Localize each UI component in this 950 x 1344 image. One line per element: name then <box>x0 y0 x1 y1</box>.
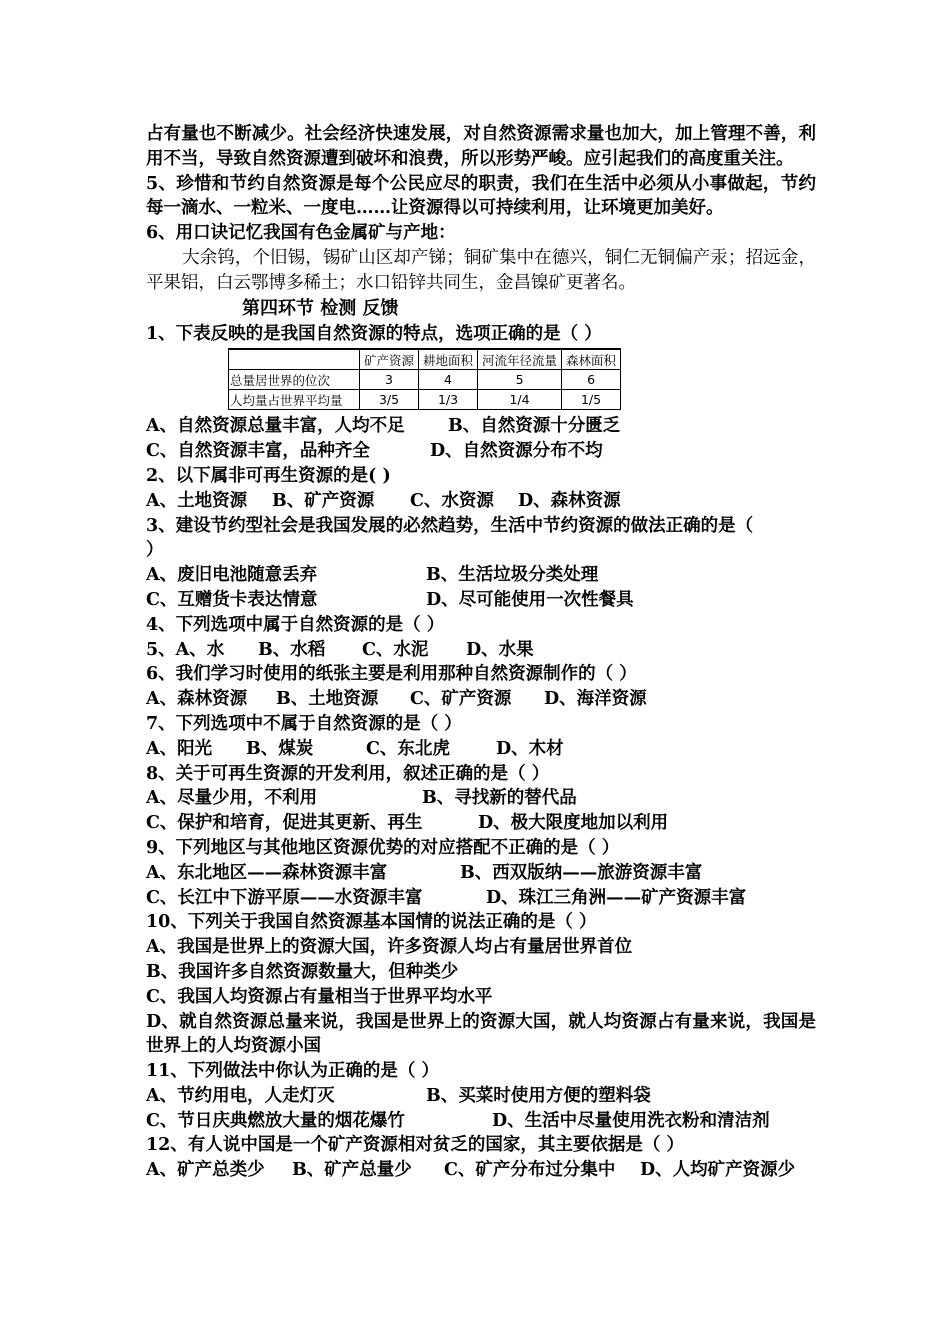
option-d: D、生活中尽量使用洗衣粉和清洁剂 <box>492 1110 770 1131</box>
question-11-options-cd <box>146 1109 816 1134</box>
table-row <box>229 370 621 390</box>
question-1-stem: 1、下表反映的是我国自然资源的特点，选项正确的是（ ） <box>146 323 602 344</box>
table-row <box>229 390 621 410</box>
option-b: B、我国许多自然资源数量大，但种类少 <box>146 961 459 982</box>
table-header-cell: 耕地面积 <box>419 349 478 370</box>
option-a: A、矿产总类少 <box>146 1160 265 1181</box>
option-b: B、寻找新的替代品 <box>422 788 577 809</box>
question-3-options-cd <box>146 588 816 613</box>
question-3-stem-end: ） <box>146 540 164 561</box>
table-cell: 3/5 <box>360 390 419 410</box>
question-8-options-ab <box>146 786 816 811</box>
question-8-options-cd <box>146 811 816 836</box>
option-b: B、矿产资源 <box>272 490 375 511</box>
option-c: C、互赠货卡表达情意 <box>146 589 318 610</box>
option-d: D、珠江三角洲——矿产资源丰富 <box>486 887 747 908</box>
option-d: D、水果 <box>466 639 534 660</box>
question-2-stem: 2、以下属非可再生资源的是( ) <box>146 465 391 486</box>
question-7-stem: 7、下列选项中不属于自然资源的是（ ） <box>146 713 462 734</box>
option-d: D、森林资源 <box>518 490 621 511</box>
option-a: A、尽量少用，不利用 <box>146 788 318 809</box>
option-a: A、东北地区——森林资源丰富 <box>146 862 388 883</box>
option-d: D、海洋资源 <box>544 689 647 710</box>
table-cell: 6 <box>562 370 621 390</box>
document-page <box>146 122 816 1183</box>
question-11-stem: 11、下列做法中你认为正确的是（ ） <box>146 1061 439 1082</box>
table-header-cell: 河流年径流量 <box>478 349 562 370</box>
option-c: C、保护和培育，促进其更新、再生 <box>146 813 423 834</box>
question-6-stem: 6、我们学习时使用的纸张主要是利用那种自然资源制作的（ ） <box>146 664 637 685</box>
question-3-options-ab <box>146 563 816 588</box>
option-b: B、西双版纳——旅游资源丰富 <box>460 862 703 883</box>
question-2-options <box>146 489 816 514</box>
table-header-cell: 森林面积 <box>562 349 621 370</box>
table-header-row <box>229 349 621 370</box>
option-b: B、生活垃圾分类处理 <box>426 565 599 586</box>
option-d: D、就自然资源总量来说，我国是世界上的资源大国，就人均资源占有量来说，我国是世界上的人均资源小国 <box>146 1011 816 1057</box>
question-12-stem: 12、有人说中国是一个矿产资源相对贫乏的国家，其主要依据是（ ） <box>146 1135 684 1156</box>
table-row-label: 人均量占世界平均量 <box>229 390 360 410</box>
intro-point-5: 5、珍惜和节约自然资源是每个公民应尽的职责，我们在生活中必须从小事做起，节约每一滴水、一粒米、一度电……让资源得以可持续利用，让环境更加美好。 <box>146 173 816 219</box>
option-c: C、我国人均资源占有量相当于世界平均水平 <box>146 986 493 1007</box>
table-row-label: 总量居世界的位次 <box>229 370 360 390</box>
option-a: A、节约用电，人走灯灭 <box>146 1085 335 1106</box>
table-header-cell <box>229 349 360 370</box>
mnemonic-text: 大余钨，个旧锡，锡矿山区却产锑；铜矿集中在德兴，铜仁无铜偏产汞；招远金，平果铝，白云鄂博多稀土；水口铅锌共同生，金昌镍矿更著名。 <box>146 247 816 293</box>
question-10-stem: 10、下列关于我国自然资源基本国情的说法正确的是（ ） <box>146 912 597 933</box>
option-a: A、我国是世界上的资源大国，许多资源人均占有量居世界首位 <box>146 937 633 958</box>
question-1-options-ab <box>146 414 816 439</box>
question-1-options-cd <box>146 439 816 464</box>
table-cell: 1/4 <box>478 390 562 410</box>
option-c: C、长江中下游平原——水资源丰富 <box>146 887 423 908</box>
option-b: B、水稻 <box>258 639 326 660</box>
option-b: B、自然资源十分匮乏 <box>448 416 621 437</box>
question-8-stem: 8、关于可再生资源的开发利用，叙述正确的是（ ） <box>146 763 550 784</box>
intro-paragraph: 占有量也不断减少。社会经济快速发展，对自然资源需求量也加大，加上管理不善，利用不当，导致自然资源遭到破坏和浪费，所以形势严峻。应引起我们的高度重关注。 <box>146 124 816 169</box>
option-d: D、木材 <box>496 738 564 759</box>
question-5-options <box>146 638 816 663</box>
section-title: 第四环节 检测 反馈 <box>242 297 399 319</box>
option-c: C、水资源 <box>410 490 494 511</box>
option-a: A、废旧电池随意丢弃 <box>146 565 318 586</box>
option-c: C、矿产资源 <box>410 689 512 710</box>
option-b: B、矿产总量少 <box>292 1160 412 1181</box>
option-c: C、矿产分布过分集中 <box>444 1160 616 1181</box>
question-9-options-ab <box>146 861 816 886</box>
question-6-options <box>146 687 816 712</box>
question-3-stem: 3、建设节约型社会是我国发展的必然趋势，生活中节约资源的做法正确的是（ <box>146 515 754 536</box>
question-9-stem: 9、下列地区与其他地区资源优势的对应搭配不正确的是（ ） <box>146 837 620 858</box>
option-b: B、煤炭 <box>246 738 314 759</box>
table-cell: 4 <box>419 370 478 390</box>
option-a: A、森林资源 <box>146 689 248 710</box>
question-11-options-ab <box>146 1084 816 1109</box>
intro-point-6: 6、用口诀记忆我国有色金属矿与产地： <box>146 223 456 244</box>
option-d: D、人均矿产资源少 <box>640 1160 796 1181</box>
option-b: B、土地资源 <box>276 689 379 710</box>
table-cell: 5 <box>478 370 562 390</box>
option-d: D、自然资源分布不均 <box>430 441 603 462</box>
question-12-options <box>146 1158 816 1183</box>
option-d: D、尽可能使用一次性餐具 <box>426 589 634 610</box>
option-c: C、东北虎 <box>366 738 450 759</box>
question-7-options <box>146 737 816 762</box>
option-c: C、水泥 <box>362 639 429 660</box>
option-c: C、节日庆典燃放大量的烟花爆竹 <box>146 1110 405 1131</box>
option-b: B、买菜时使用方便的塑料袋 <box>426 1085 651 1106</box>
option-a: A、土地资源 <box>146 490 248 511</box>
option-d: D、极大限度地加以利用 <box>478 813 669 834</box>
question-4-stem: 4、下列选项中属于自然资源的是（ ） <box>146 614 445 635</box>
option-c: C、自然资源丰富，品种齐全 <box>146 441 370 462</box>
question-9-options-cd <box>146 886 816 911</box>
option-a: A、阳光 <box>146 738 213 759</box>
table-header-cell: 矿产资源 <box>360 349 419 370</box>
option-a: A、自然资源总量丰富，人均不足 <box>146 416 405 437</box>
resource-rank-table <box>228 348 621 410</box>
table-cell: 1/5 <box>562 390 621 410</box>
option-a: 5、A、水 <box>146 639 225 660</box>
table-cell: 3 <box>360 370 419 390</box>
table-cell: 1/3 <box>419 390 478 410</box>
